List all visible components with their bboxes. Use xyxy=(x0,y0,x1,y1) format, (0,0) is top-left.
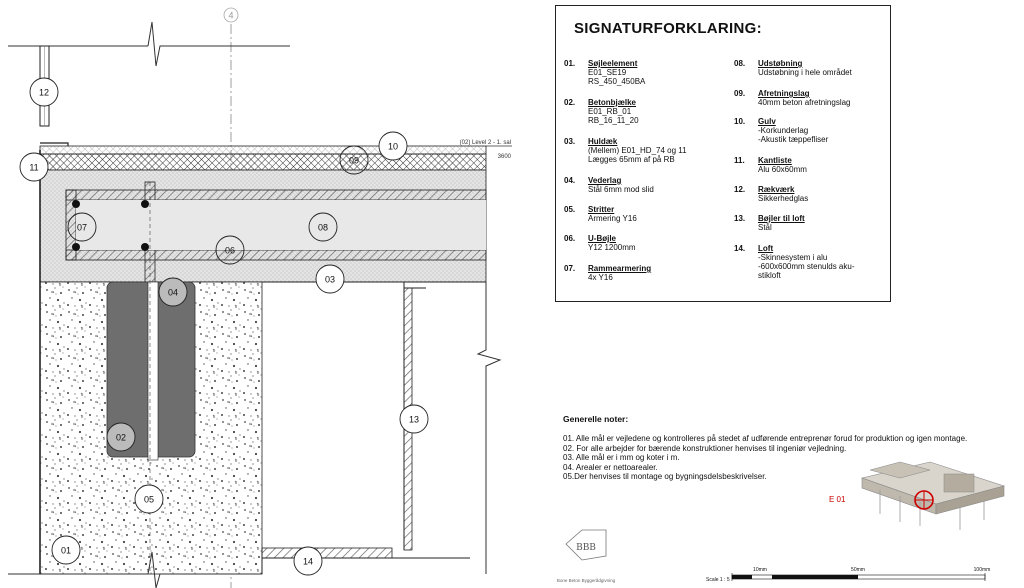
svg-text:10mm: 10mm xyxy=(753,567,767,573)
level-value: 3600 xyxy=(497,154,511,160)
svg-text:11: 11 xyxy=(29,162,39,173)
svg-text:14: 14 xyxy=(302,556,314,567)
svg-text:03: 03 xyxy=(324,274,336,285)
callout-10 xyxy=(379,132,407,160)
rebar xyxy=(72,200,80,208)
rebar xyxy=(141,243,149,251)
note-line: 02. For alle arbejder for bærende konstruktioner henvises til ingeniør vejledning. xyxy=(563,443,847,453)
callout-04 xyxy=(159,278,187,306)
general-notes xyxy=(563,414,1023,482)
rebar xyxy=(141,200,149,208)
callout-14 xyxy=(294,547,322,575)
svg-text:04: 04 xyxy=(167,287,179,298)
svg-text:01: 01 xyxy=(60,545,72,556)
callout-13 xyxy=(400,405,428,433)
break-line xyxy=(148,22,290,66)
note-line: 03. Alle mål er i mm og koter i m. xyxy=(563,453,680,462)
svg-text:09: 09 xyxy=(348,155,360,166)
legend-box: SIGNATURFORKLARING: 01. Søjleelement E01_SE19 RS_450_450BA 02. Betonbjælke E01_RB_01 RB_16_11_20 03. Huldæk (Mellem) E01_HD_74 og 11 Lægges 65mm af på RB 04. Vederlag Stål 6mm mod slid 05. Stritter Armering Y16 06. U-Bøjle Y12 1200mm 07. Rammearmering 4x Y16 08. Udstøbning Udstøbning i hele området 09. Afretningslag 40mm beton afretningslag 10. Gulv -Korkunderlag -Akustik tæppefliser 11. Kantliste Alu 60x60mm 12. Rækværk Sikkerhedglas 13. Bøjler til loft Stål 14. Loft -Skinnesystem i alu -600x600mm stenulds aku- stikloft xyxy=(555,5,891,302)
steel-bearing xyxy=(148,282,158,460)
svg-text:06: 06 xyxy=(224,245,236,256)
u-bar-bottom xyxy=(66,250,486,260)
legend-title: SIGNATURFORKLARING: xyxy=(574,20,762,37)
callout-02 xyxy=(107,423,135,451)
level-label: (02) Level 2 - 1. sal xyxy=(459,140,511,146)
svg-text:12: 12 xyxy=(38,87,50,98)
note-line: 01. Alle mål er vejledene og kontrolleres på stedet af udførende entreprenør forud for produktion og igen montage. xyxy=(563,434,968,443)
svg-text:Scale 1 : 5: Scale 1 : 5 xyxy=(706,577,730,583)
u-bar-top xyxy=(66,190,486,200)
svg-text:100mm: 100mm xyxy=(973,567,991,573)
svg-text:50mm: 50mm xyxy=(851,567,865,573)
svg-text:BBB: BBB xyxy=(576,543,596,553)
svg-text:10: 10 xyxy=(387,141,399,152)
note-line: 04. Arealer er nettoarealer. xyxy=(563,462,658,472)
callout-03 xyxy=(316,265,344,293)
svg-text:Bone Beton Byggerådgivning: Bone Beton Byggerådgivning xyxy=(556,578,616,583)
svg-text:05: 05 xyxy=(143,494,155,505)
callout-11 xyxy=(20,153,48,181)
grid-label: 4 xyxy=(228,10,234,21)
callout-12 xyxy=(30,78,58,106)
svg-text:08: 08 xyxy=(317,222,329,233)
screed-layer xyxy=(40,154,486,170)
note-line: 05.Der henvises til montage og bygningsdelsbeskrivelser. xyxy=(563,472,767,481)
scale-bar xyxy=(706,567,990,583)
svg-text:02: 02 xyxy=(115,432,127,443)
callout-01 xyxy=(52,536,80,564)
rebar xyxy=(72,243,80,251)
svg-text:13: 13 xyxy=(408,414,420,425)
company-logo xyxy=(557,530,616,583)
break-line-right xyxy=(478,282,500,574)
callout-05 xyxy=(135,485,163,513)
thumbnail-label: E 01 xyxy=(829,495,846,504)
floor-finish xyxy=(40,146,486,154)
notes-title: Generelle noter: xyxy=(563,414,629,424)
edge-profile xyxy=(40,143,68,146)
svg-text:07: 07 xyxy=(76,222,88,233)
ceiling-panel xyxy=(262,548,392,558)
